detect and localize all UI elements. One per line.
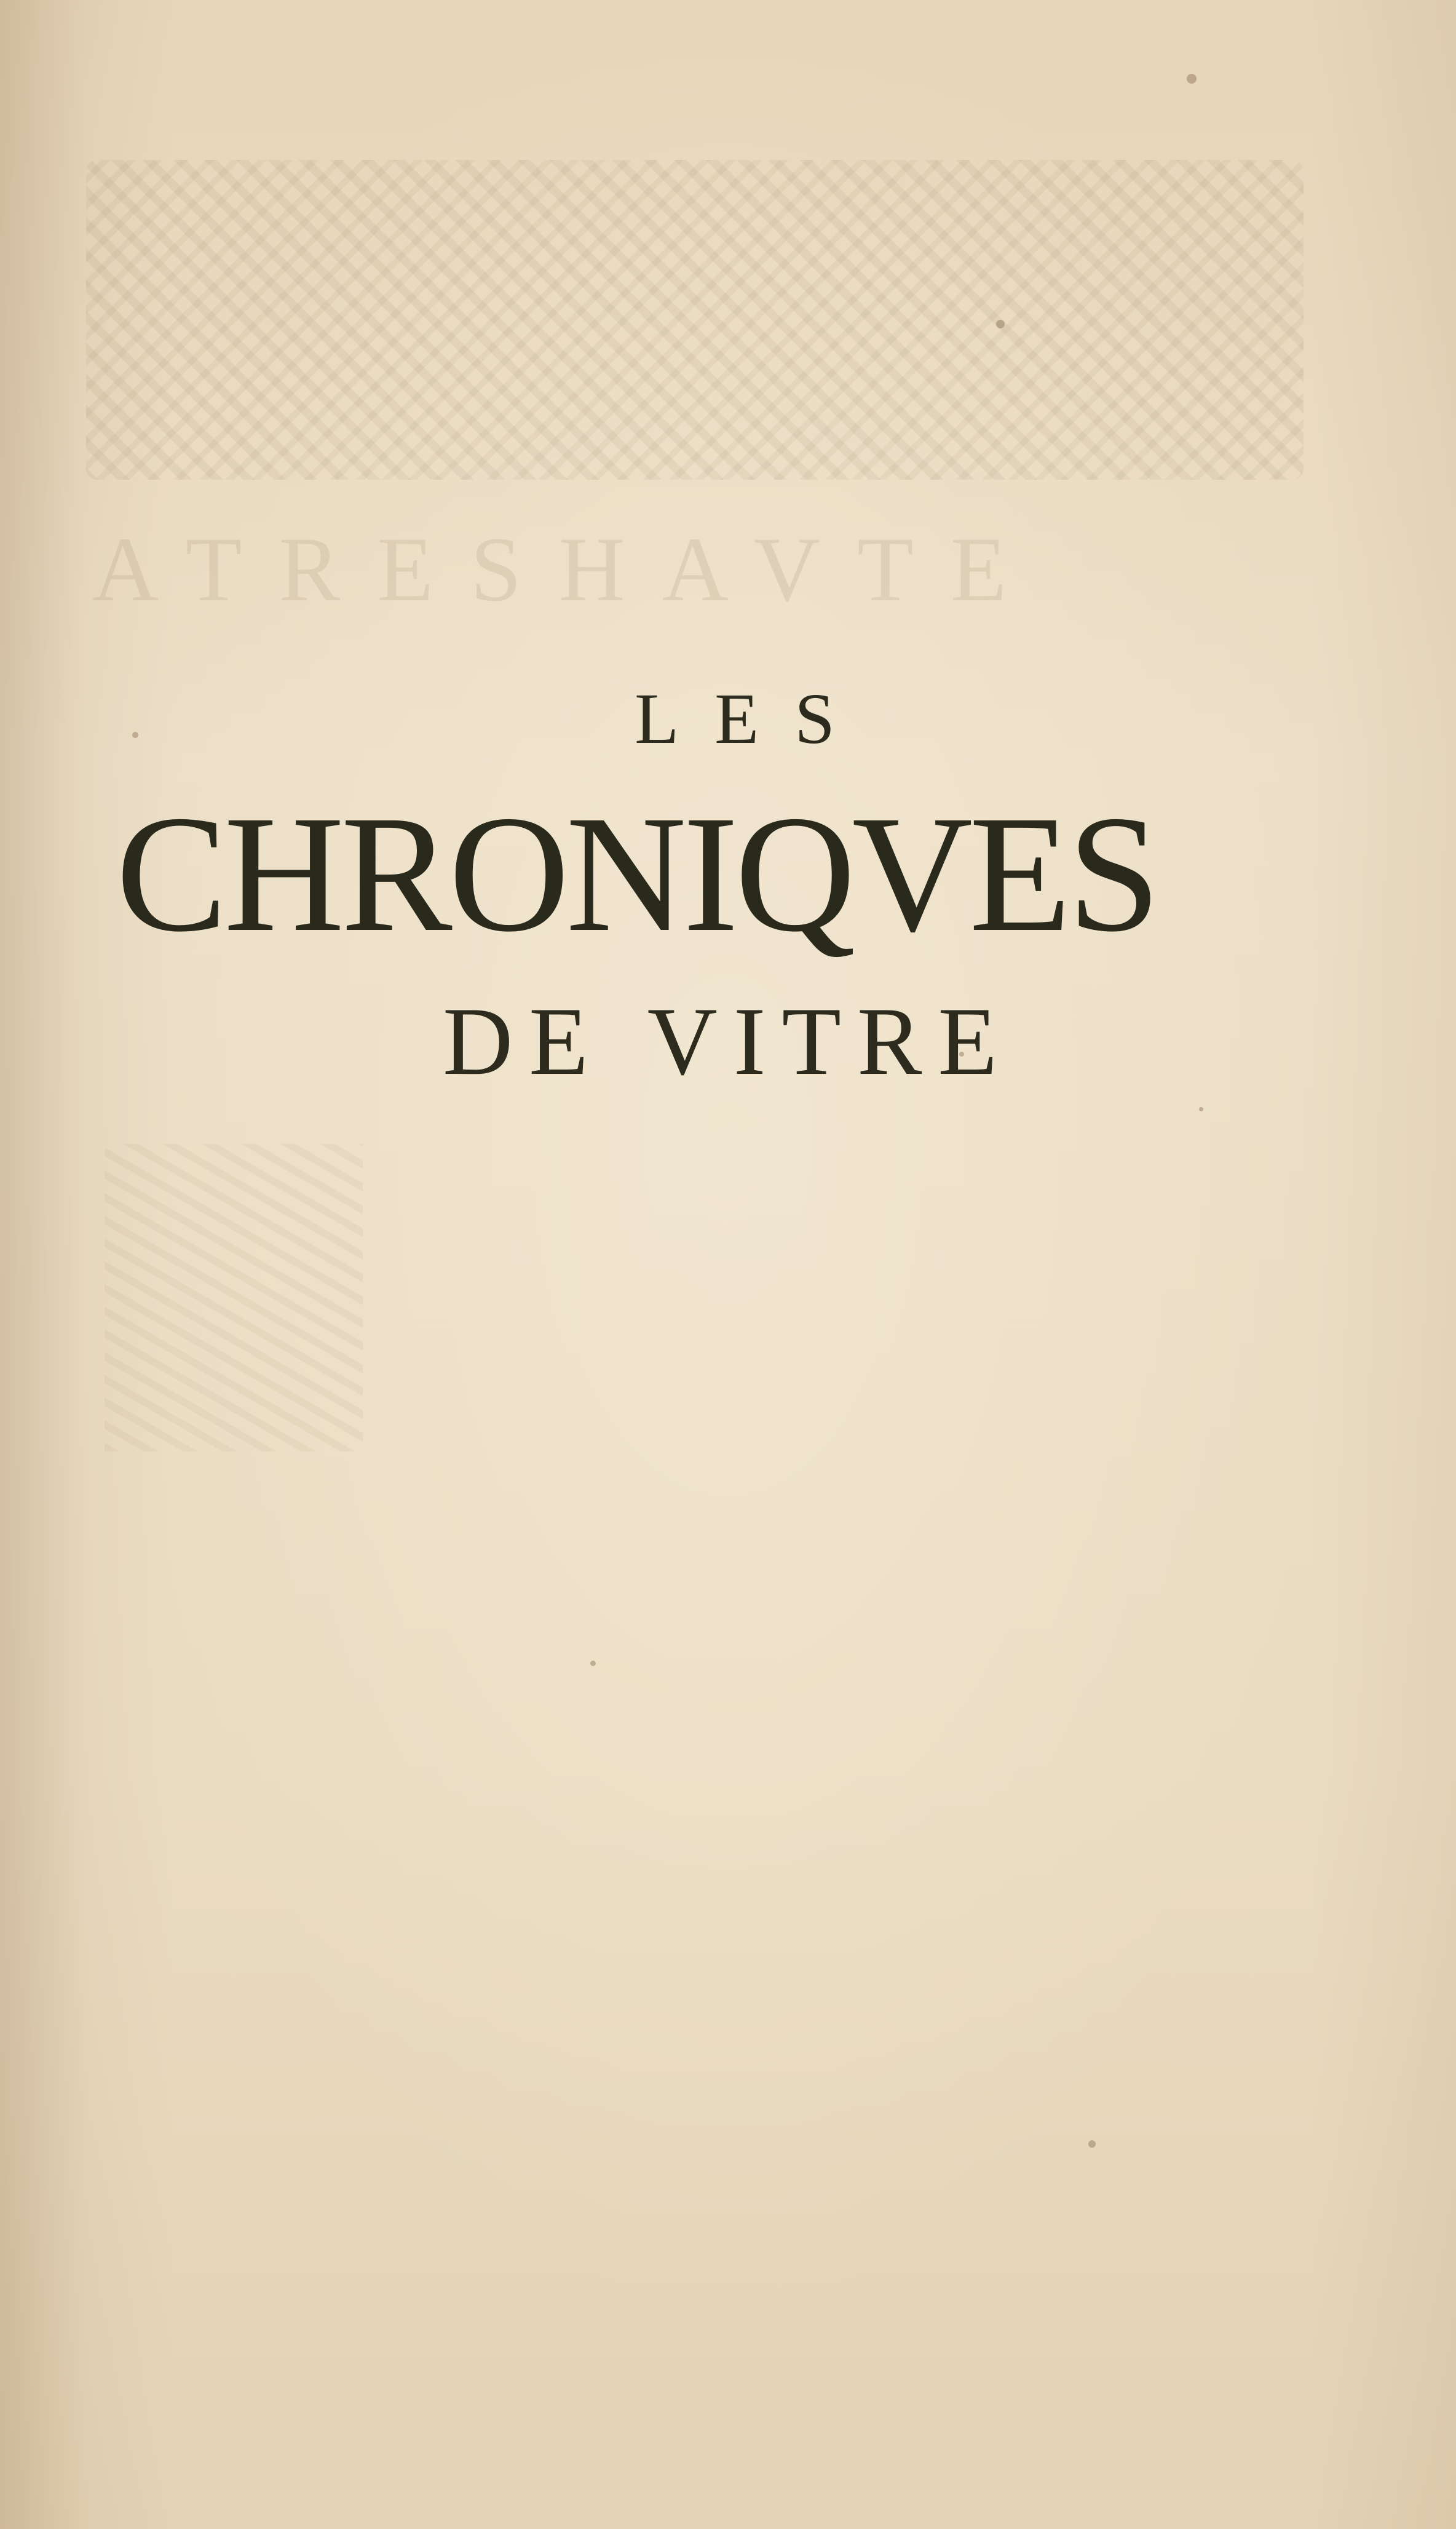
- show-through-initial: [105, 1144, 363, 1451]
- show-through-headpiece: [86, 160, 1304, 480]
- show-through-line: [381, 1156, 1242, 1191]
- title-vitre: VITRE: [647, 988, 1013, 1095]
- title-les: LES: [635, 678, 871, 759]
- title-de-vitre: [0, 988, 1456, 1095]
- title-de: DE: [443, 988, 604, 1095]
- title-chroniqves: CHRONIQVES: [116, 781, 1157, 966]
- show-through-heading: ATRESHAVTE: [92, 518, 1044, 621]
- show-through-line: [117, 615, 1297, 649]
